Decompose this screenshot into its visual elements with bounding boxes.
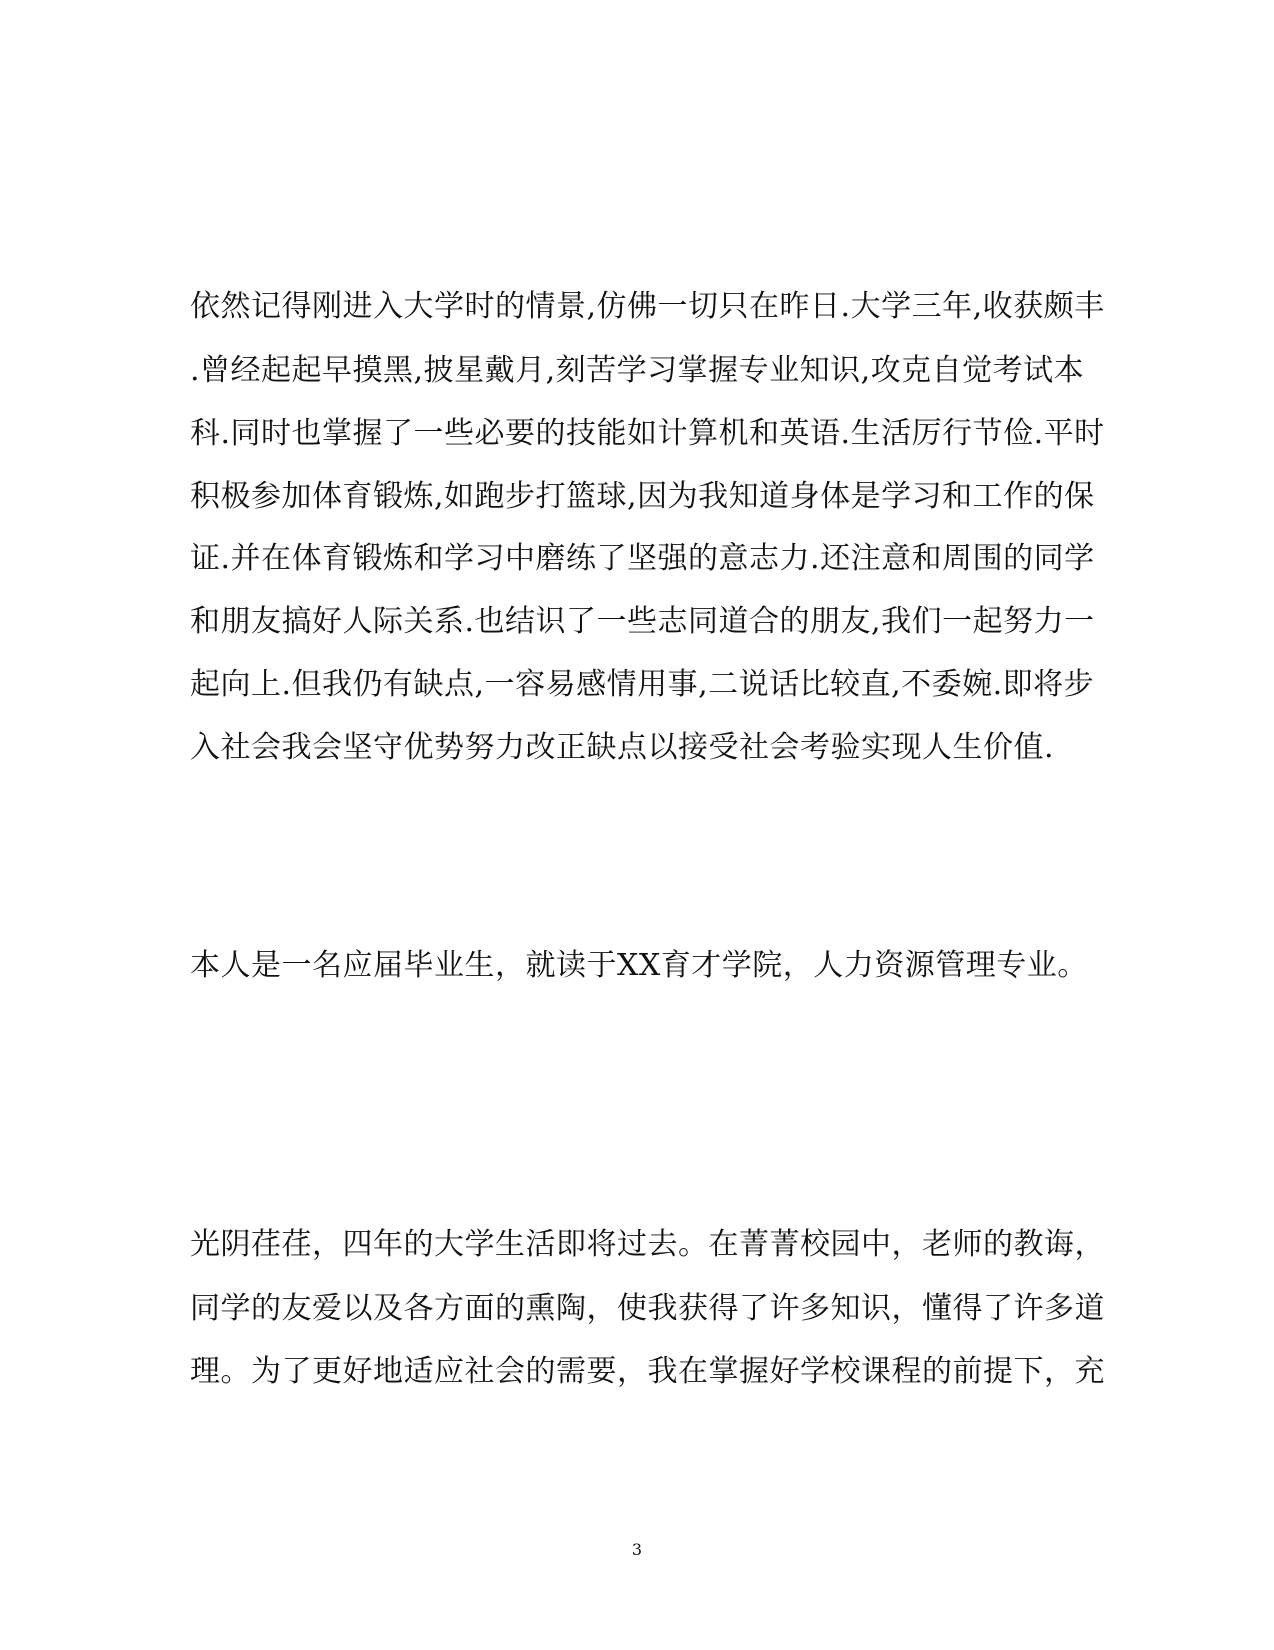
paragraph-line: 起向上.但我仍有缺点,一容易感情用事,二说话比较直,不委婉.即将步	[190, 667, 1095, 702]
paragraph-line: 光阴荏荏，四年的大学生活即将过去。在菁菁校园中，老师的教诲，	[190, 1227, 1105, 1262]
paragraph-line: 同学的友爱以及各方面的熏陶，使我获得了许多知识，懂得了许多道	[190, 1291, 1105, 1326]
paragraph-line: 入社会我会坚守优势努力改正缺点以接受社会考验实现人生价值.	[190, 730, 1055, 765]
paragraph-line: 证.并在体育锻炼和学习中磨练了坚强的意志力.还注意和周围的同学	[190, 541, 1095, 576]
paragraph-line: 依然记得刚进入大学时的情景,仿佛一切只在昨日.大学三年,收获颇丰	[190, 289, 1105, 324]
paragraph-line: 本人是一名应届毕业生，就读于XX育才学院，人力资源管理专业。	[190, 948, 1088, 983]
paragraph-line: 科.同时也掌握了一些必要的技能如计算机和英语.生活厉行节俭.平时	[190, 416, 1105, 451]
paragraph-line: .曾经起起早摸黑,披星戴月,刻苦学习掌握专业知识,攻克自觉考试本	[190, 353, 1085, 388]
paragraph-line: 理。为了更好地适应社会的需要，我在掌握好学校课程的前提下，充	[190, 1354, 1105, 1389]
page-number: 3	[631, 1540, 643, 1559]
paragraph-line: 积极参加体育锻炼,如跑步打篮球,因为我知道身体是学习和工作的保	[190, 479, 1095, 514]
paragraph-line: 和朋友搞好人际关系.也结识了一些志同道合的朋友,我们一起努力一	[190, 604, 1095, 639]
